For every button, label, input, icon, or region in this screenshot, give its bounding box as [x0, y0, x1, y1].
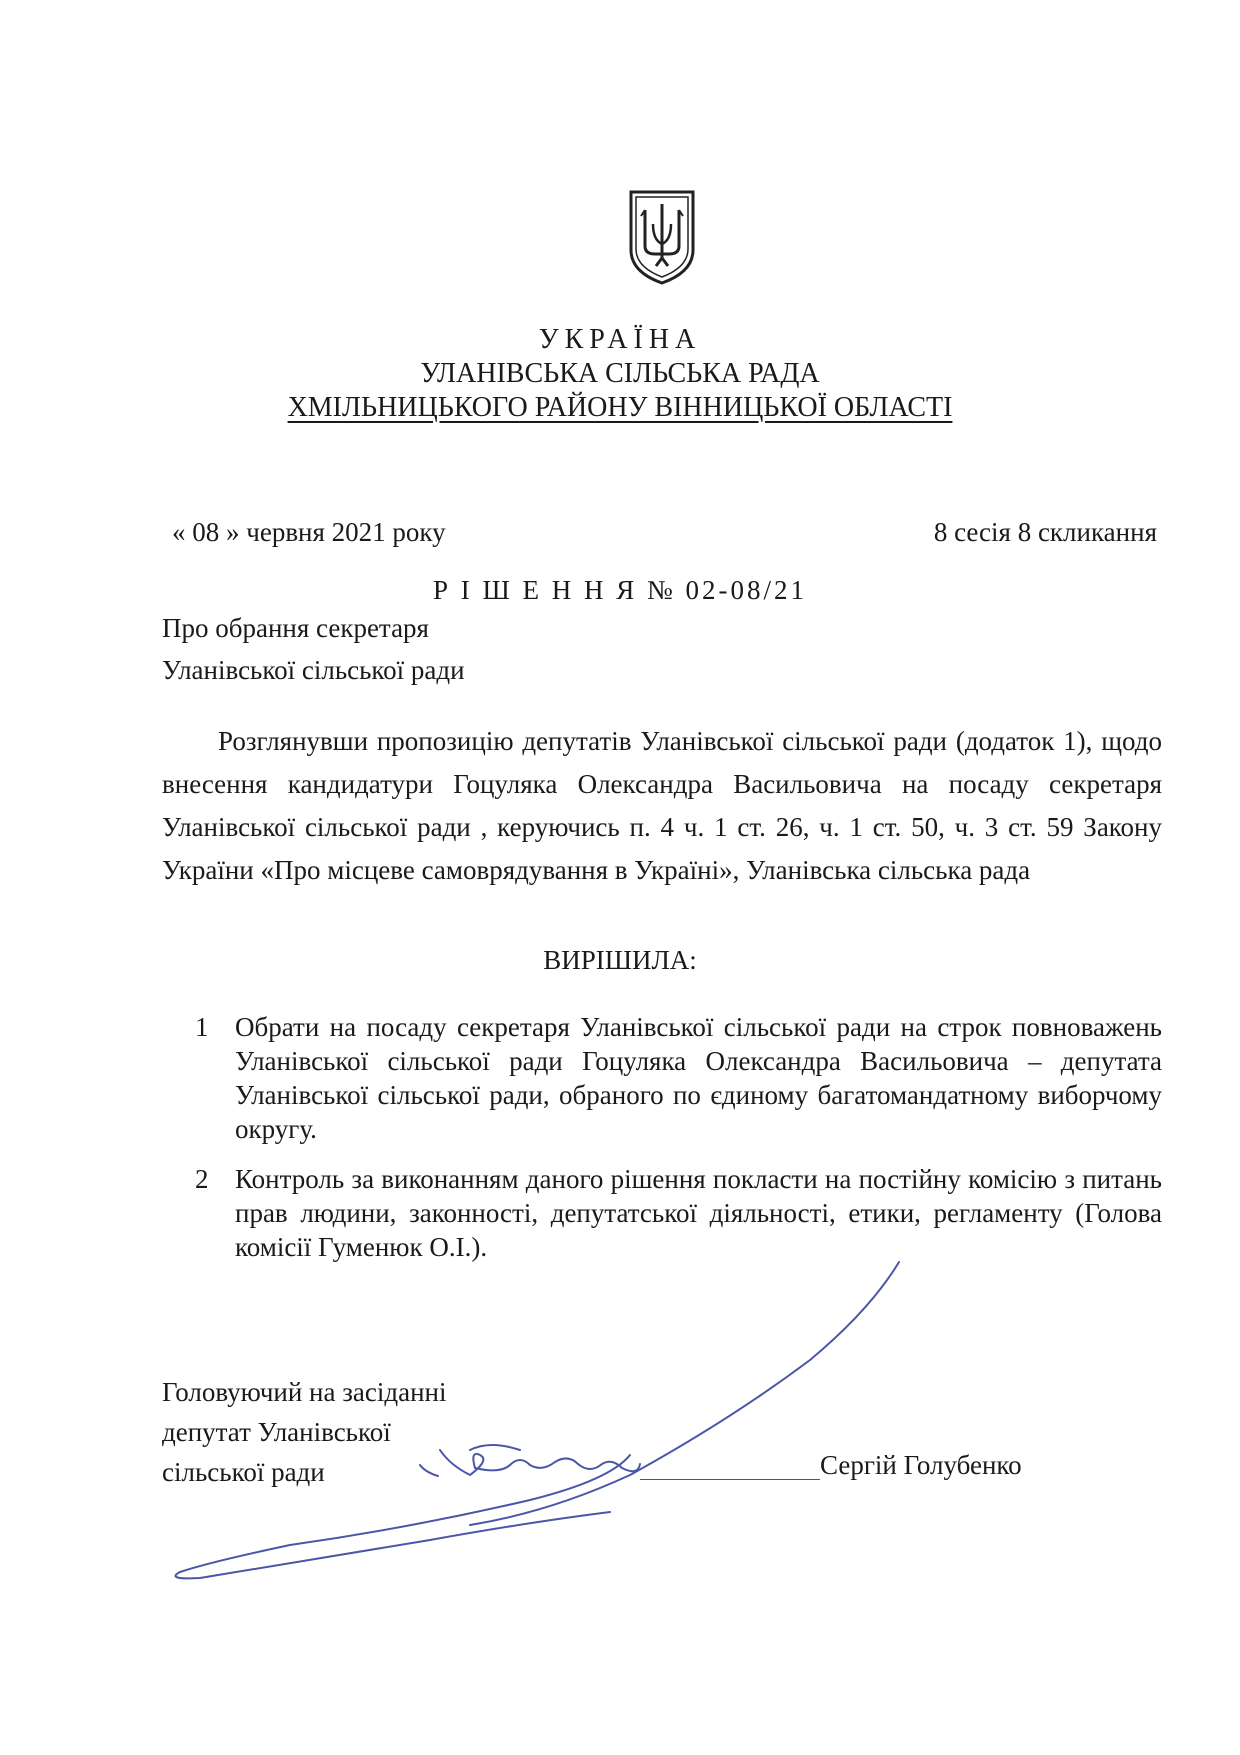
- header-country: УКРАЇНА: [538, 324, 702, 355]
- item-text: Контроль за виконанням даного рішення покласти на постійну комісію з питань прав людини, законності, депутатської діяльності, етики, регламенту (Голова комісії Гуменюк О.І.).: [235, 1164, 1162, 1262]
- signer-name: Сергій Голубенко: [820, 1450, 1022, 1480]
- handwritten-signature: [170, 1250, 930, 1610]
- signer-line-1: Головуючий на засіданні: [162, 1377, 447, 1407]
- signer-line-2: депутат Уланівської: [162, 1417, 391, 1447]
- date-session-line: [172, 517, 1157, 548]
- trident-coat-of-arms-icon: [627, 188, 697, 286]
- signer-line-3: сільської ради: [162, 1457, 325, 1487]
- list-item: [195, 1162, 1162, 1264]
- header-council: УЛАНІВСЬКА СІЛЬСЬКА РАДА: [420, 358, 820, 389]
- resolved-heading: ВИРІШИЛА:: [543, 945, 697, 975]
- decision-items: [195, 1010, 1162, 1280]
- item-number: 1: [195, 1012, 209, 1042]
- subject-line-1: Про обрання секретаря: [162, 613, 429, 643]
- item-number: 2: [195, 1164, 209, 1194]
- decision-subject: [162, 607, 465, 691]
- decision-date: « 08 » червня 2021 року: [172, 517, 446, 547]
- header-district: ХМІЛЬНИЦЬКОГО РАЙОНУ ВІННИЦЬКОЇ ОБЛАСТІ: [287, 392, 953, 423]
- decision-body: Розглянувши пропозицію депутатів Уланівської сільської ради (додаток 1), щодо внесення кандидатури Гоцуляка Олександра Васильовича на посаду секретаря Уланівської сільської ради , керуючись п. 4 ч. 1 ст. 26, ч. 1 ст. 50, ч. 3 ст. 59 Закону України «Про місцеве самоврядування в Україні», Уланівська сільська рада: [162, 726, 1162, 885]
- decision-title: Р І Ш Е Н Н Я № 02-08/21: [433, 575, 807, 605]
- subject-line-2: Уланівської сільської ради: [162, 655, 465, 685]
- list-item: [195, 1010, 1162, 1146]
- item-text: Обрати на посаду секретаря Уланівської сільської ради на строк повноважень Уланівської сільської ради Гоцуляка Олександра Васильовича – депутата Уланівської сільської ради, обраного по єдиному багатомандатному виборчому округу.: [235, 1012, 1162, 1144]
- session-number: 8 сесія 8 скликання: [933, 517, 1157, 547]
